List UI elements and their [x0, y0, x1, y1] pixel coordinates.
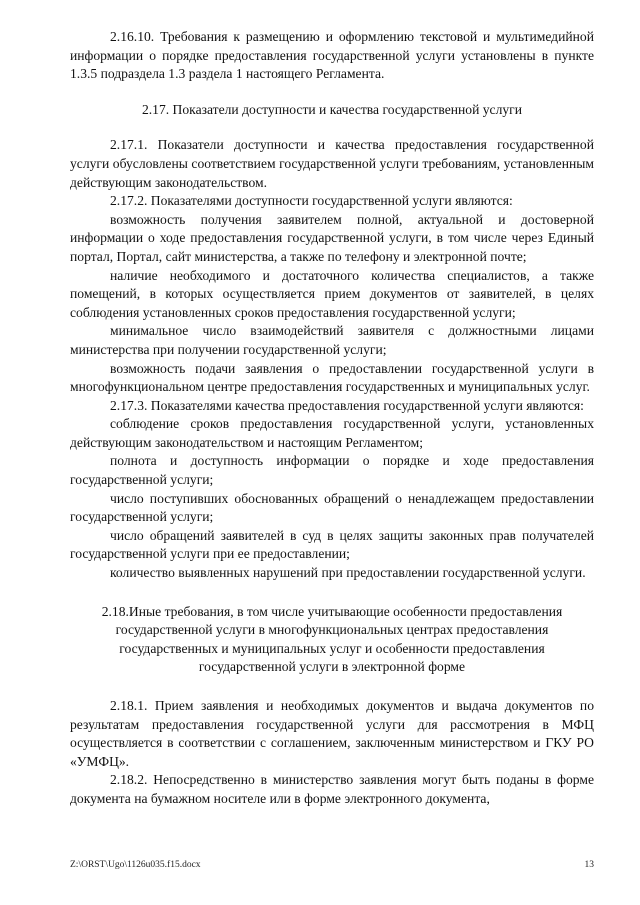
page-number: 13 — [584, 860, 594, 870]
heading-section-2-18: 2.18.Иные требования, в том числе учитывающие особенности предоставления государственной услуги в многофункциональных центрах предоставления государственных и муниципальных услуг и особенности предоставления государственной услуги в электронной форме — [101, 603, 563, 675]
heading-section-2-17: 2.17. Показатели доступности и качества государственной услуги — [141, 101, 523, 117]
paragraph-2-18-1: 2.18.1. Прием заявления и необходимых документов и выдача документов по результатам предоставления государственной услуги для рассмотрения в МФЦ осуществляется в соответствии с соглашением, заключенным министерством и ГКУ РО «УМФЦ». — [70, 698, 594, 769]
paragraph-2-17-2-item-4: возможность подачи заявления о предоставлении государственной услуги в многофункциональном центре предоставления государственных и муниципальных услуг. — [70, 360, 594, 395]
paragraph-2-17-2: 2.17.2. Показателями доступности государственной услуги являются: — [110, 193, 513, 209]
paragraph-2-17-3-item-4: число обращений заявителей в суд в целях защиты законных прав получателей государственной услуги при ее предоставлении; — [70, 527, 594, 562]
paragraph-2-17-1: 2.17.1. Показатели доступности и качества предоставления государственной услуги обусловлены соответствием государственной услуги требованиям, установленным действующим законодательством. — [70, 137, 594, 190]
paragraph-2-17-3-item-5: количество выявленных нарушений при предоставлении государственной услуги. — [110, 565, 586, 581]
heading-section-2-18-block — [70, 603, 594, 677]
paragraph-2-17-3-item-2: полнота и доступность информации о порядке и ходе предоставления государственной услуги; — [70, 453, 594, 488]
paragraph-2-18-2: 2.18.2. Непосредственно в министерство заявления могут быть поданы в форме документа на бумажном носителе или в форме электронного документа, — [70, 772, 594, 806]
footer-file-path: Z:\ORST\Ugo\1126u035.f15.docx — [70, 860, 201, 870]
paragraph-2-17-2-item-2: наличие необходимого и достаточного количества специалистов, а также помещений, в которых осуществляется прием документов от заявителей, в целях соблюдения установленных сроков предоставления государственной услуги; — [70, 267, 594, 320]
paragraph-2-17-2-item-3: минимальное число взаимодействий заявителя с должностными лицами министерства при получении государственной услуги; — [70, 323, 594, 357]
paragraph-2-16-10: 2.16.10. Требования к размещению и оформлению текстовой и мультимедийной информации о порядке предоставления государственной услуги установлены в пункте 1.3.5 подраздела 1.3 раздела 1 настоящего Регламента. — [70, 29, 594, 82]
paragraph-2-17-3: 2.17.3. Показателями качества предоставления государственной услуги являются: — [110, 397, 584, 413]
page-footer — [70, 860, 594, 870]
paragraph-2-17-3-item-3: число поступивших обоснованных обращений о ненадлежащем предоставлении государственной услуги; — [70, 490, 594, 525]
paragraph-2-17-3-item-1: соблюдение сроков предоставления государственной услуги, установленных действующим законодательством и настоящим Регламентом; — [70, 416, 594, 450]
paragraph-2-17-2-item-1: возможность получения заявителем полной, актуальной и достоверной информации о ходе предоставления государственной услуги, в том числе через Единый портал, Портал, сайт министерства, а также по телефону и электронной почте; — [70, 211, 594, 264]
heading-section-2-17-block — [70, 101, 594, 120]
document-page — [70, 28, 594, 809]
